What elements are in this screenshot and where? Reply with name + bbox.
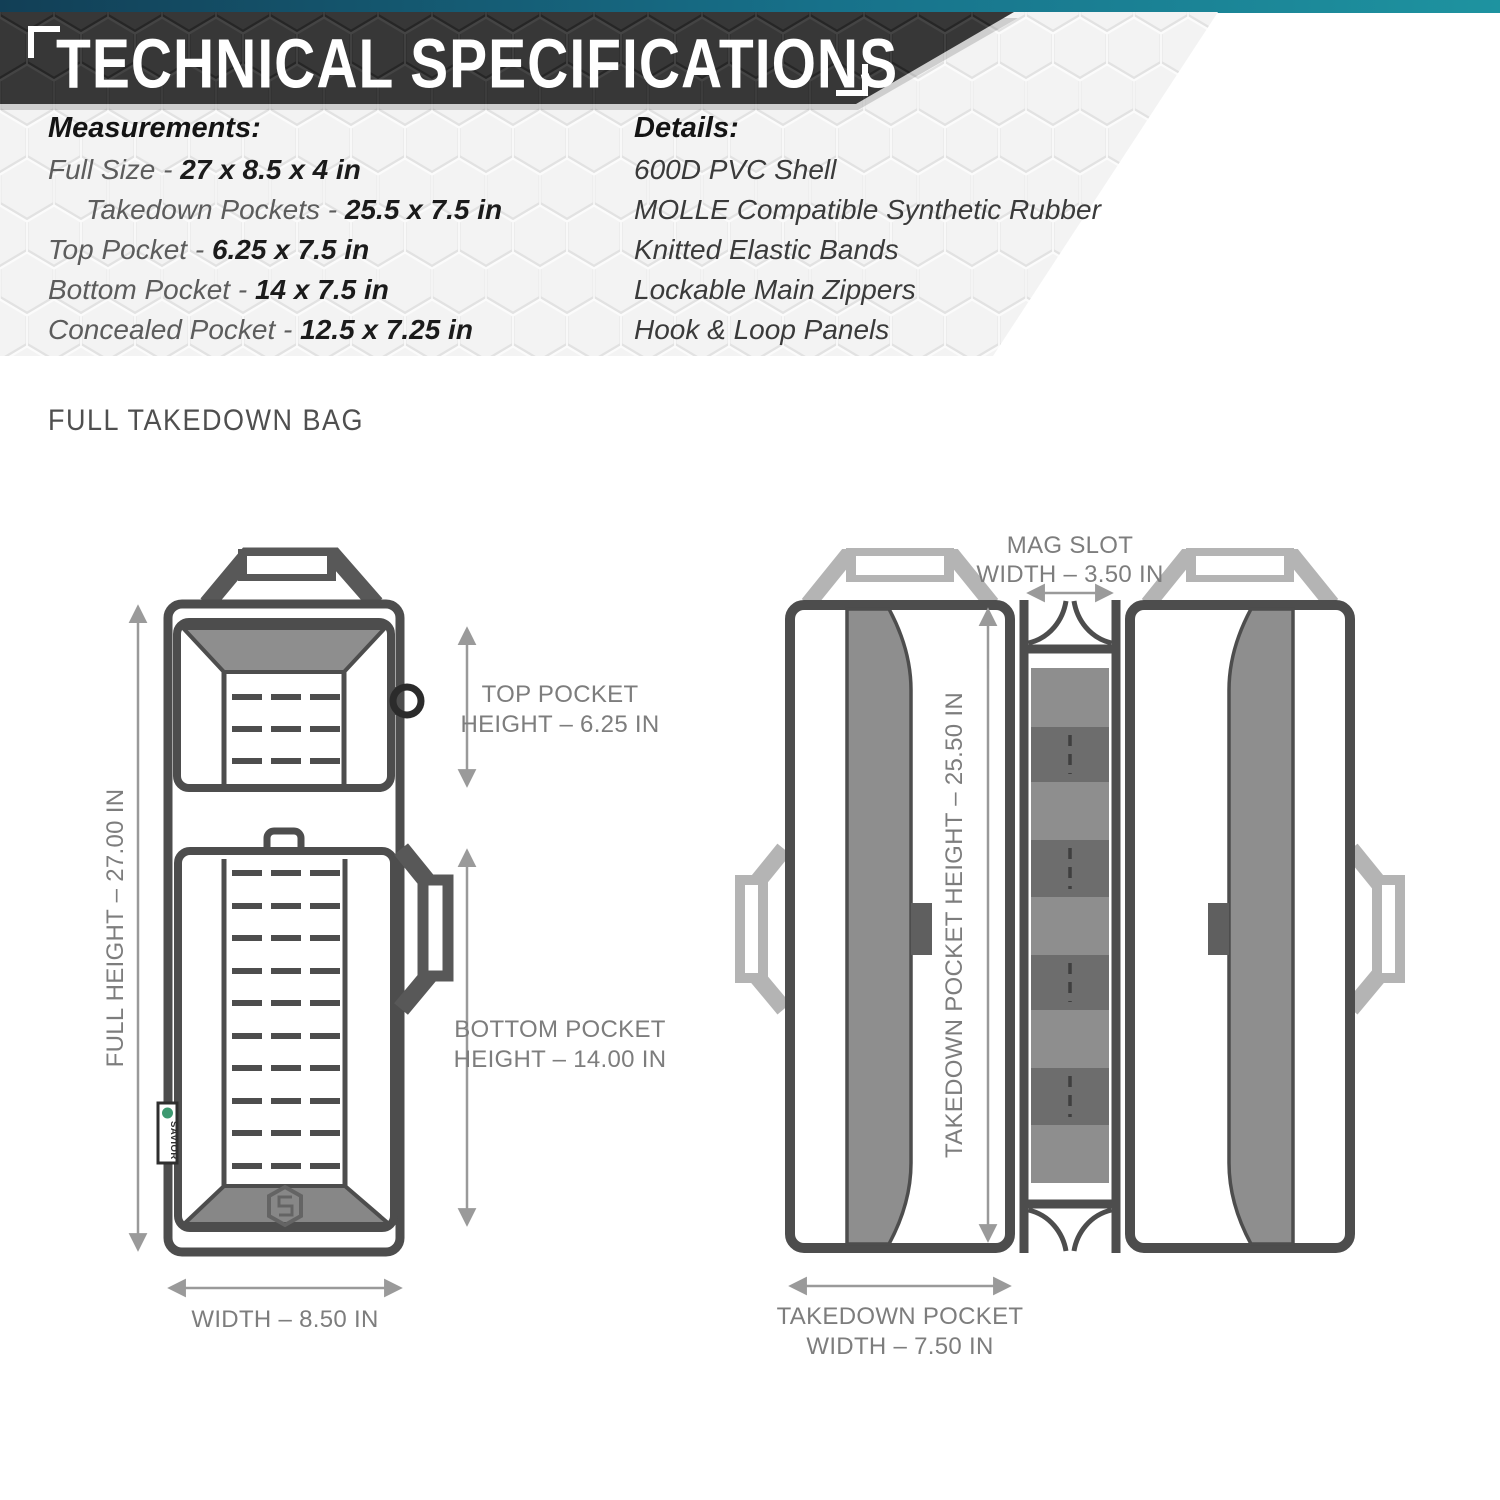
mag-slot-label-line2: WIDTH – 3.50 IN [976, 561, 1164, 588]
measurement-item: Full Size - 27 x 8.5 x 4 in [48, 154, 361, 185]
page-title: TECHNICAL SPECIFICATIONS [56, 25, 899, 104]
open-bag-side-handle-left [740, 849, 784, 1009]
title-open-bracket [28, 26, 60, 58]
top-pocket [177, 622, 391, 788]
top-pocket-label-line2: HEIGHT – 6.25 IN [460, 711, 660, 738]
takedown-height-label: TAKEDOWN POCKET HEIGHT – 25.50 IN [941, 691, 968, 1159]
bottom-pocket [178, 851, 394, 1228]
detail-item: Hook & Loop Panels [634, 314, 890, 345]
details-list [634, 150, 1194, 350]
details-heading: Details: [634, 112, 739, 144]
full-height-label: FULL HEIGHT – 27.00 IN [102, 788, 129, 1068]
left-strap-tab [911, 903, 932, 955]
left-gusset-panel [847, 609, 911, 1244]
measurement-item: Top Pocket - 6.25 x 7.5 in [48, 234, 370, 265]
measurement-item: Concealed Pocket - 12.5 x 7.25 in [48, 314, 473, 345]
takedown-width-label-line2: WIDTH – 7.50 IN [806, 1333, 994, 1360]
detail-item: Lockable Main Zippers [634, 274, 916, 305]
takedown-width-label-line1: TAKEDOWN POCKET [776, 1303, 1024, 1330]
section-label: FULL TAKEDOWN BAG [48, 404, 365, 437]
top-handle [207, 549, 376, 604]
right-gusset-panel [1229, 609, 1293, 1244]
details-block [634, 108, 1194, 350]
measurements-block [48, 108, 608, 350]
measurement-item: Takedown Pockets - 25.5 x 7.5 in [86, 194, 503, 225]
zipper-curve-bottom-right [1074, 1210, 1112, 1251]
bottom-pocket-label-line1: BOTTOM POCKET [454, 1016, 666, 1043]
brand-patch-label: SAVIOR [168, 1121, 179, 1160]
top-pocket-label-line1: TOP POCKET [481, 681, 639, 708]
measurements-list [48, 150, 608, 350]
zipper-curve-top-right [1074, 601, 1112, 643]
brand-patch [158, 1103, 179, 1163]
brand-logo-icon [162, 1108, 173, 1119]
detail-item: MOLLE Compatible Synthetic Rubber [634, 194, 1101, 225]
open-bag-diagram [740, 532, 1400, 1360]
d-ring-icon [391, 687, 421, 715]
zipper-curve-bottom-left [1029, 1210, 1067, 1251]
width-label: WIDTH – 8.50 IN [191, 1306, 379, 1333]
measurement-item: Bottom Pocket - 14 x 7.5 in [48, 274, 389, 305]
elastic-mag-bands [1031, 668, 1109, 1183]
detail-item: 600D PVC Shell [634, 154, 837, 185]
right-strap-tab [1208, 903, 1229, 955]
bottom-pocket-label-line2: HEIGHT – 14.00 IN [453, 1046, 667, 1073]
title-close-bracket [836, 64, 868, 96]
side-handle [401, 849, 448, 1009]
mag-slot-channel [1024, 600, 1116, 1253]
detail-item: Knitted Elastic Bands [634, 234, 899, 265]
zipper-curve-top-left [1029, 601, 1067, 643]
closed-bag-diagram [102, 549, 666, 1333]
mag-slot-label-line1: MAG SLOT [1006, 532, 1134, 559]
open-bag-side-handle-right [1351, 849, 1400, 1009]
measurements-heading: Measurements: [48, 112, 261, 144]
